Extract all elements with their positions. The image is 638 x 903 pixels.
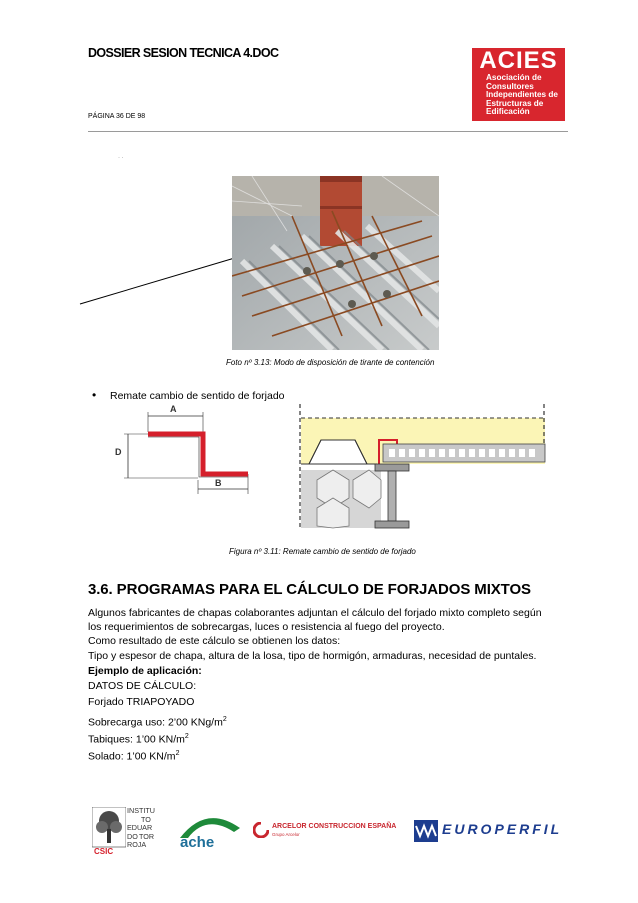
csic-institute-text: INSTITU TO EDUAR DO TOR ROJA xyxy=(127,806,155,849)
stray-marks: · · xyxy=(118,155,124,161)
forjado-type: Forjado TRIAPOYADO xyxy=(88,696,195,708)
acies-logo-subtitle: Asociación de Consultores Independientes de Estructuras de Edificación xyxy=(486,73,558,117)
slab-section-drawing xyxy=(297,400,549,532)
sobrecarga-line: Sobrecarga uso: 2’00 KNg/$m^2$ xyxy=(88,716,227,729)
ache-logo xyxy=(176,810,246,860)
section-heading: 3.6. PROGRAMAS PARA EL CÁLCULO DE FORJADOS MIXTOS xyxy=(88,581,531,598)
photo-caption: Foto nº 3.13: Modo de disposición de tirante de contención xyxy=(226,358,435,367)
paragraph-line-2: los requerimientos de sobrecargas, luces o resistencia al fuego del proyecto. xyxy=(88,621,445,633)
construction-photo xyxy=(232,176,439,350)
acies-logo xyxy=(472,48,565,121)
header-divider xyxy=(88,131,568,132)
dimension-label-d: D xyxy=(115,447,122,457)
paragraph-line-1: Algunos fabricantes de chapas colaborantes adjuntan el cálculo del forjado mixto completo según xyxy=(88,607,542,619)
arcelor-name: ARCELOR CONSTRUCCION ESPAÑA xyxy=(272,823,397,830)
csic-label: CSIC xyxy=(94,847,114,856)
paragraph-data-types: Tipo y espesor de chapa, altura de la losa, tipo de hormigón, armaduras, necesidad de puntales. xyxy=(88,650,537,662)
dimension-label-a: A xyxy=(170,404,177,414)
dimension-label-b: B xyxy=(215,478,222,488)
europerfil-wave-icon xyxy=(414,820,438,842)
acies-logo-name: ACIES xyxy=(479,47,558,74)
ache-name: ache xyxy=(180,834,215,851)
europerfil-name: EUROPERFIL xyxy=(442,821,563,837)
figure-caption: Figura nº 3.11: Remate cambio de sentido de forjado xyxy=(229,547,416,556)
example-title: Ejemplo de aplicación: xyxy=(88,665,202,677)
paragraph-results: Como resultado de este cálculo se obtienen los datos: xyxy=(88,635,341,647)
europerfil-logo xyxy=(414,818,564,844)
calc-data-heading: DATOS DE CÁLCULO: xyxy=(88,680,197,692)
arcelor-swirl-icon xyxy=(253,822,269,838)
edge-profile-drawing xyxy=(108,402,253,497)
csic-logo xyxy=(92,807,162,863)
page-number: PÁGINA 36 DE 98 xyxy=(88,113,146,120)
pointer-arrow xyxy=(78,248,248,308)
arcelor-logo xyxy=(253,822,403,846)
bullet-marker: • xyxy=(92,388,97,402)
document-title: DOSSIER SESION TECNICA 4.DOC xyxy=(88,46,279,60)
bullet-text: Remate cambio de sentido de forjado xyxy=(110,390,285,402)
tabiques-line: Tabiques: 1’00 $KN/m^2$ xyxy=(88,733,189,746)
solado-line: Solado: 1’00 $KN/m^2$ xyxy=(88,750,180,763)
arcelor-group: Grupo Arcelor xyxy=(272,832,300,837)
